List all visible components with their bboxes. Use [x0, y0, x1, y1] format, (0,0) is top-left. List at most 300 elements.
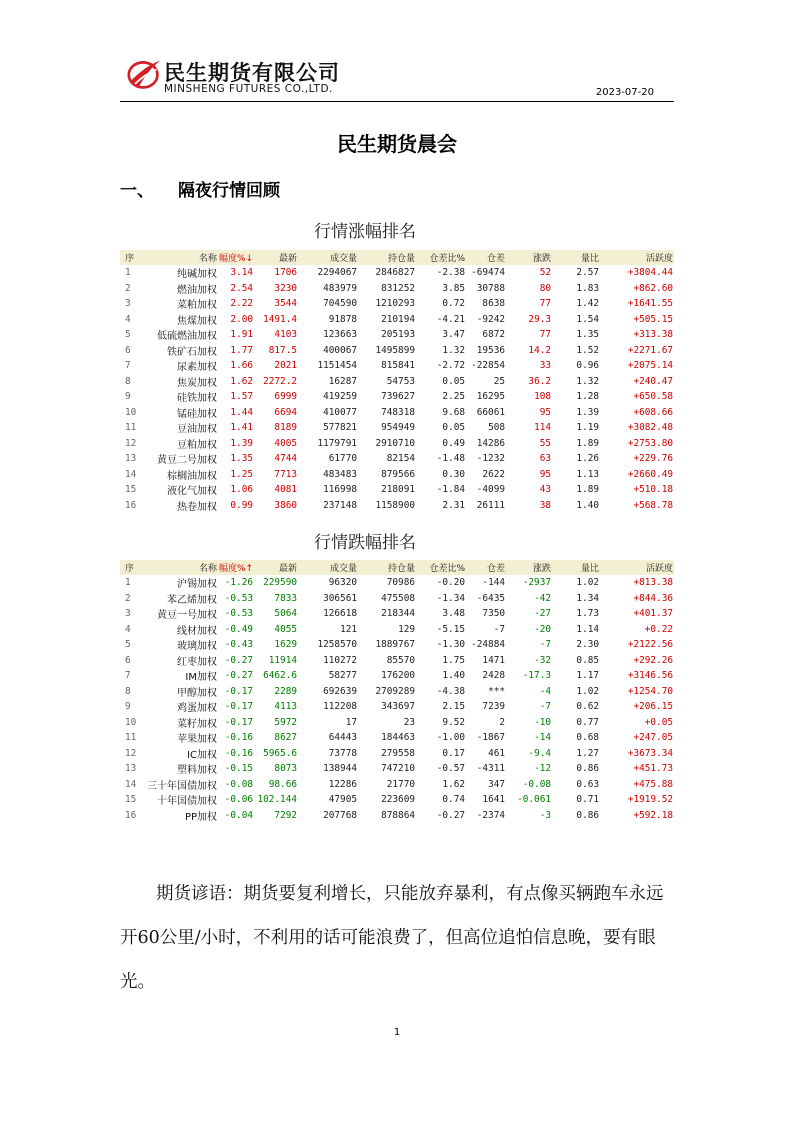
cell-price-change: 80: [539, 282, 551, 294]
cell-oi-diff: 461: [488, 747, 505, 759]
cell-seq: 10: [125, 716, 137, 728]
header-price-change: 涨跌: [506, 560, 552, 575]
cell-volume-ratio: 0.71: [576, 794, 599, 806]
cell-price-change: -27: [534, 608, 551, 620]
cell-volume: 64443: [328, 732, 357, 744]
cell-oi-diff-pct: 0.74: [442, 794, 465, 806]
cell-activity: +240.47: [633, 375, 673, 387]
cell-name: 黄豆二号加权: [157, 455, 217, 467]
table-row: [120, 312, 674, 328]
cell-seq: 3: [125, 298, 131, 310]
company-name-cn: 民生期货有限公司: [164, 61, 340, 85]
cell-price-change: 52: [539, 267, 551, 279]
cell-oi-diff-pct: -2.72: [436, 360, 465, 372]
company-logo-icon: [126, 57, 162, 91]
header-volume: 成交量: [298, 560, 358, 575]
cell-latest: 2289: [274, 685, 297, 697]
cell-price-change: -3: [539, 809, 551, 821]
cell-open-interest: 223609: [381, 794, 415, 806]
cell-latest: 8189: [274, 422, 297, 434]
cell-oi-diff: 508: [488, 422, 505, 434]
cell-activity: +1641.55: [627, 298, 673, 310]
cell-change-pct: -0.06: [224, 794, 253, 806]
fall-ranking-table: [120, 560, 674, 823]
cell-activity: +862.60: [633, 282, 673, 294]
cell-name: 菜籽加权: [177, 718, 217, 730]
cell-oi-diff-pct: 0.72: [442, 298, 465, 310]
cell-oi-diff: -2374: [476, 809, 505, 821]
cell-volume-ratio: 1.35: [576, 329, 599, 341]
cell-activity: +2660.49: [627, 468, 673, 480]
cell-oi-diff: -6435: [476, 592, 505, 604]
cell-latest: 4113: [274, 701, 297, 713]
cell-oi-diff: 6872: [482, 329, 505, 341]
table-row: [120, 746, 674, 762]
cell-volume-ratio: 1.54: [576, 313, 599, 325]
cell-oi-diff-pct: -1.00: [436, 732, 465, 744]
cell-price-change: -20: [534, 623, 551, 635]
cell-open-interest: 218091: [381, 484, 415, 496]
cell-change-pct: -0.27: [224, 670, 253, 682]
table-row: [120, 405, 674, 421]
header-oi-diff: 仓差: [466, 250, 506, 265]
cell-latest: 3860: [274, 499, 297, 511]
cell-oi-diff-pct: -0.20: [436, 577, 465, 589]
cell-open-interest: 1158900: [375, 499, 415, 511]
cell-activity: +247.05: [633, 732, 673, 744]
cell-change-pct: -0.08: [224, 778, 253, 790]
cell-latest: 5064: [274, 608, 297, 620]
cell-price-change: 43: [539, 484, 551, 496]
cell-name: 塑料加权: [177, 765, 217, 777]
cell-name: 尿素加权: [177, 362, 217, 374]
cell-latest: 817.5: [268, 344, 297, 356]
cell-activity: +3804.44: [627, 267, 673, 279]
cell-price-change: -10: [534, 716, 551, 728]
cell-change-pct: 1.91: [230, 329, 253, 341]
cell-price-change: 95: [539, 468, 551, 480]
cell-volume: 1151454: [317, 360, 357, 372]
cell-seq: 5: [125, 639, 131, 651]
cell-volume: 58277: [328, 670, 357, 682]
cell-oi-diff: 16295: [476, 391, 505, 403]
table-row: [120, 374, 674, 390]
cell-oi-diff: 7350: [482, 608, 505, 620]
cell-volume: 73778: [328, 747, 357, 759]
cell-volume: 306561: [323, 592, 357, 604]
cell-oi-diff-pct: 3.85: [442, 282, 465, 294]
cell-change-pct: -0.17: [224, 701, 253, 713]
cell-name: 豆粕加权: [177, 439, 217, 451]
cell-volume-ratio: 1.52: [576, 344, 599, 356]
cell-activity: +206.15: [633, 701, 673, 713]
cell-change-pct: -0.53: [224, 592, 253, 604]
cell-oi-diff-pct: -0.27: [436, 809, 465, 821]
cell-oi-diff-pct: -5.15: [436, 623, 465, 635]
cell-price-change: -12: [534, 763, 551, 775]
cell-latest: 3230: [274, 282, 297, 294]
cell-volume: 1258570: [317, 639, 357, 651]
cell-oi-diff-pct: -1.34: [436, 592, 465, 604]
cell-oi-diff-pct: 3.48: [442, 608, 465, 620]
cell-latest: 4744: [274, 453, 297, 465]
cell-oi-diff: 26111: [476, 499, 505, 511]
cell-seq: 12: [125, 437, 137, 449]
cell-seq: 11: [125, 732, 137, 744]
cell-oi-diff: -22854: [471, 360, 505, 372]
document-title: 民生期货晨会: [337, 132, 457, 156]
cell-seq: 4: [125, 623, 131, 635]
cell-volume: 91878: [328, 313, 357, 325]
cell-oi-diff: 30788: [476, 282, 505, 294]
cell-latest: 1491.4: [263, 313, 297, 325]
cell-open-interest: 184463: [381, 732, 415, 744]
table-row: [120, 327, 674, 343]
cell-oi-diff: ***: [488, 685, 505, 697]
cell-volume-ratio: 1.34: [576, 592, 599, 604]
section-title: 隔夜行情回顾: [178, 181, 280, 201]
cell-open-interest: 475508: [381, 592, 415, 604]
cell-oi-diff: 25: [493, 375, 505, 387]
cell-name: 红枣加权: [177, 656, 217, 668]
report-date: 2023-07-20: [595, 87, 654, 98]
cell-name: IM加权: [185, 672, 217, 684]
header-open-interest: 持仓量: [358, 250, 416, 265]
cell-volume-ratio: 0.85: [576, 654, 599, 666]
cell-seq: 9: [125, 701, 131, 713]
cell-oi-diff: 1471: [482, 654, 505, 666]
cell-activity: +313.38: [633, 329, 673, 341]
cell-change-pct: -0.49: [224, 623, 253, 635]
page-header: [120, 55, 674, 102]
cell-volume-ratio: 1.19: [576, 422, 599, 434]
cell-volume: 410077: [323, 406, 357, 418]
cell-name: 线材加权: [177, 625, 217, 637]
cell-change-pct: -0.16: [224, 747, 253, 759]
cell-name: 硅铁加权: [177, 393, 217, 405]
header-name: 名称: [142, 250, 218, 265]
table-row: [120, 575, 674, 591]
cell-activity: +505.15: [633, 313, 673, 325]
cell-open-interest: 23: [403, 716, 415, 728]
cell-activity: +608.66: [633, 406, 673, 418]
cell-price-change: 36.2: [528, 375, 551, 387]
cell-name: 鸡蛋加权: [177, 703, 217, 715]
cell-open-interest: 1495899: [375, 344, 415, 356]
cell-latest: 1629: [274, 639, 297, 651]
cell-price-change: 95: [539, 406, 551, 418]
cell-name: 豆油加权: [177, 424, 217, 436]
cell-volume-ratio: 1.89: [576, 484, 599, 496]
cell-seq: 7: [125, 670, 131, 682]
cell-activity: +475.88: [633, 778, 673, 790]
cell-volume-ratio: 1.27: [576, 747, 599, 759]
header-volume-ratio: 量比: [552, 560, 600, 575]
cell-price-change: 77: [539, 329, 551, 341]
cell-oi-diff-pct: 1.62: [442, 778, 465, 790]
table-row: [120, 482, 674, 498]
cell-latest: 6462.6: [263, 670, 297, 682]
table-row: [120, 606, 674, 622]
table-row: [120, 761, 674, 777]
proverb-text: 期货谚语：期货要复利增长，只能放弃暴利，有点像买辆跑车永远开60公里/小时，不利用的话可能浪费了，但高位追怕信息晚，要有眼光。: [120, 884, 664, 992]
cell-seq: 14: [125, 778, 137, 790]
cell-name: 燃油加权: [177, 284, 217, 296]
cell-oi-diff: 1641: [482, 794, 505, 806]
header-price-change: 涨跌: [506, 250, 552, 265]
cell-volume: 2294067: [317, 267, 357, 279]
cell-name: 十年国债加权: [157, 796, 217, 808]
cell-latest: 1706: [274, 267, 297, 279]
header-volume-ratio: 量比: [552, 250, 600, 265]
cell-volume: 692639: [323, 685, 357, 697]
cell-latest: 98.66: [268, 778, 297, 790]
cell-open-interest: 2846827: [375, 267, 415, 279]
cell-volume-ratio: 0.96: [576, 360, 599, 372]
cell-volume-ratio: 1.17: [576, 670, 599, 682]
cell-activity: +3673.34: [627, 747, 673, 759]
cell-oi-diff-pct: -1.30: [436, 639, 465, 651]
table-row: [120, 622, 674, 638]
cell-change-pct: 1.57: [230, 391, 253, 403]
cell-change-pct: -0.27: [224, 654, 253, 666]
cell-oi-diff-pct: -4.21: [436, 313, 465, 325]
cell-oi-diff: 19536: [476, 344, 505, 356]
cell-volume: 112208: [323, 701, 357, 713]
table-row: [120, 296, 674, 312]
cell-price-change: -17.3: [522, 670, 551, 682]
cell-volume-ratio: 0.62: [576, 701, 599, 713]
cell-volume: 96320: [328, 577, 357, 589]
cell-volume-ratio: 1.02: [576, 685, 599, 697]
cell-open-interest: 739627: [381, 391, 415, 403]
cell-seq: 2: [125, 592, 131, 604]
cell-change-pct: -0.15: [224, 763, 253, 775]
cell-volume-ratio: 0.68: [576, 732, 599, 744]
header-activity: 活跃度: [600, 250, 674, 265]
cell-seq: 13: [125, 763, 137, 775]
cell-change-pct: 1.41: [230, 422, 253, 434]
cell-activity: +592.18: [633, 809, 673, 821]
cell-price-change: -32: [534, 654, 551, 666]
cell-open-interest: 954949: [381, 422, 415, 434]
cell-name: 焦煤加权: [177, 315, 217, 327]
cell-activity: +0.22: [644, 623, 673, 635]
cell-price-change: -0.08: [522, 778, 551, 790]
cell-volume-ratio: 0.86: [576, 763, 599, 775]
cell-open-interest: 21770: [386, 778, 415, 790]
cell-open-interest: 1210293: [375, 298, 415, 310]
header-seq: 序: [120, 560, 142, 575]
cell-volume: 704590: [323, 298, 357, 310]
cell-volume: 138944: [323, 763, 357, 775]
cell-seq: 15: [125, 794, 137, 806]
cell-name: 低硫燃油加权: [157, 331, 217, 343]
cell-open-interest: 878864: [381, 809, 415, 821]
cell-seq: 14: [125, 468, 137, 480]
cell-oi-diff: -4311: [476, 763, 505, 775]
cell-activity: +2271.67: [627, 344, 673, 356]
cell-seq: 12: [125, 747, 137, 759]
cell-volume-ratio: 1.14: [576, 623, 599, 635]
cell-oi-diff: -24884: [471, 639, 505, 651]
cell-activity: +2753.80: [627, 437, 673, 449]
cell-change-pct: 2.22: [230, 298, 253, 310]
cell-latest: 229590: [263, 577, 297, 589]
cell-activity: +844.36: [633, 592, 673, 604]
cell-change-pct: 1.66: [230, 360, 253, 372]
cell-change-pct: -0.53: [224, 608, 253, 620]
cell-price-change: -7: [539, 701, 551, 713]
table-row: [120, 591, 674, 607]
header-name: 名称: [142, 560, 218, 575]
cell-oi-diff-pct: 1.40: [442, 670, 465, 682]
cell-volume: 207768: [323, 809, 357, 821]
cell-name: 黄豆一号加权: [157, 610, 217, 622]
cell-oi-diff: 7239: [482, 701, 505, 713]
cell-volume: 123663: [323, 329, 357, 341]
cell-price-change: 33: [539, 360, 551, 372]
cell-latest: 102.144: [257, 794, 297, 806]
cell-change-pct: 1.06: [230, 484, 253, 496]
cell-open-interest: 879566: [381, 468, 415, 480]
table-row: [120, 281, 674, 297]
cell-seq: 10: [125, 406, 137, 418]
cell-volume-ratio: 1.02: [576, 577, 599, 589]
cell-volume: 400067: [323, 344, 357, 356]
cell-open-interest: 343697: [381, 701, 415, 713]
cell-oi-diff-pct: 9.68: [442, 406, 465, 418]
cell-change-pct: 1.39: [230, 437, 253, 449]
cell-name: 沪锡加权: [177, 579, 217, 591]
cell-seq: 16: [125, 809, 137, 821]
cell-price-change: 63: [539, 453, 551, 465]
cell-name: 棕榈油加权: [167, 470, 217, 482]
header-oi-diff-pct: 仓差比%: [416, 560, 466, 575]
cell-volume-ratio: 1.89: [576, 437, 599, 449]
cell-open-interest: 815841: [381, 360, 415, 372]
cell-activity: +3082.48: [627, 422, 673, 434]
cell-latest: 7292: [274, 809, 297, 821]
cell-latest: 5965.6: [263, 747, 297, 759]
cell-price-change: -4: [539, 685, 551, 697]
cell-volume-ratio: 2.57: [576, 267, 599, 279]
cell-activity: +510.18: [633, 484, 673, 496]
cell-latest: 7713: [274, 468, 297, 480]
cell-oi-diff-pct: 0.05: [442, 375, 465, 387]
cell-latest: 4005: [274, 437, 297, 449]
cell-volume: 419259: [323, 391, 357, 403]
table-row: [120, 792, 674, 808]
section-number: 一、: [120, 181, 154, 201]
table-row: [120, 389, 674, 405]
cell-volume: 16287: [328, 375, 357, 387]
cell-seq: 15: [125, 484, 137, 496]
cell-seq: 1: [125, 267, 131, 279]
cell-name: PP加权: [184, 811, 217, 823]
header-activity: 活跃度: [600, 560, 674, 575]
cell-seq: 8: [125, 685, 131, 697]
table-row: [120, 668, 674, 684]
cell-latest: 11914: [268, 654, 297, 666]
cell-latest: 2272.2: [263, 375, 297, 387]
cell-seq: 2: [125, 282, 131, 294]
table-row: [120, 358, 674, 374]
cell-oi-diff-pct: 0.17: [442, 747, 465, 759]
cell-price-change: -42: [534, 592, 551, 604]
cell-latest: 6999: [274, 391, 297, 403]
fall-table-title: 行情跌幅排名: [314, 533, 416, 553]
cell-oi-diff-pct: 0.49: [442, 437, 465, 449]
cell-latest: 4103: [274, 329, 297, 341]
cell-price-change: 38: [539, 499, 551, 511]
cell-activity: +292.26: [633, 654, 673, 666]
cell-volume-ratio: 1.40: [576, 499, 599, 511]
cell-price-change: 55: [539, 437, 551, 449]
cell-open-interest: 129: [398, 623, 415, 635]
cell-volume: 126618: [323, 608, 357, 620]
cell-activity: +1919.52: [627, 794, 673, 806]
cell-activity: +2122.56: [627, 639, 673, 651]
cell-activity: +1254.70: [627, 685, 673, 697]
table-row: [120, 699, 674, 715]
cell-seq: 7: [125, 360, 131, 372]
cell-volume: 116998: [323, 484, 357, 496]
cell-volume: 12286: [328, 778, 357, 790]
futures-proverb: [120, 872, 680, 1004]
cell-change-pct: 1.77: [230, 344, 253, 356]
cell-open-interest: 54753: [386, 375, 415, 387]
cell-oi-diff: -7: [493, 623, 505, 635]
cell-change-pct: -0.17: [224, 685, 253, 697]
cell-volume-ratio: 1.42: [576, 298, 599, 310]
cell-activity: +2075.14: [627, 360, 673, 372]
cell-open-interest: 2709289: [375, 685, 415, 697]
cell-volume: 61770: [328, 453, 357, 465]
cell-oi-diff-pct: 2.31: [442, 499, 465, 511]
cell-volume: 17: [345, 716, 357, 728]
cell-volume: 110272: [323, 654, 357, 666]
cell-name: 锰硅加权: [177, 408, 217, 420]
cell-latest: 4055: [274, 623, 297, 635]
cell-open-interest: 218344: [381, 608, 415, 620]
cell-volume: 483979: [323, 282, 357, 294]
cell-oi-diff: 2622: [482, 468, 505, 480]
table-row: [120, 730, 674, 746]
cell-seq: 5: [125, 329, 131, 341]
table-row: [120, 808, 674, 824]
cell-latest: 2021: [274, 360, 297, 372]
cell-change-pct: 1.62: [230, 375, 253, 387]
cell-open-interest: 176200: [381, 670, 415, 682]
cell-activity: +229.76: [633, 453, 673, 465]
table-row: [120, 451, 674, 467]
cell-name: 铁矿石加权: [167, 346, 217, 358]
cell-latest: 4081: [274, 484, 297, 496]
cell-price-change: -14: [534, 732, 551, 744]
cell-oi-diff-pct: 0.05: [442, 422, 465, 434]
cell-name: 焦炭加权: [177, 377, 217, 389]
cell-activity: +813.38: [633, 577, 673, 589]
cell-oi-diff-pct: 0.30: [442, 468, 465, 480]
header-change-pct: 幅度%↓: [218, 250, 254, 265]
cell-volume-ratio: 1.73: [576, 608, 599, 620]
table-row: [120, 420, 674, 436]
cell-oi-diff: 66061: [476, 406, 505, 418]
cell-activity: +650.58: [633, 391, 673, 403]
cell-seq: 6: [125, 344, 131, 356]
cell-latest: 5972: [274, 716, 297, 728]
